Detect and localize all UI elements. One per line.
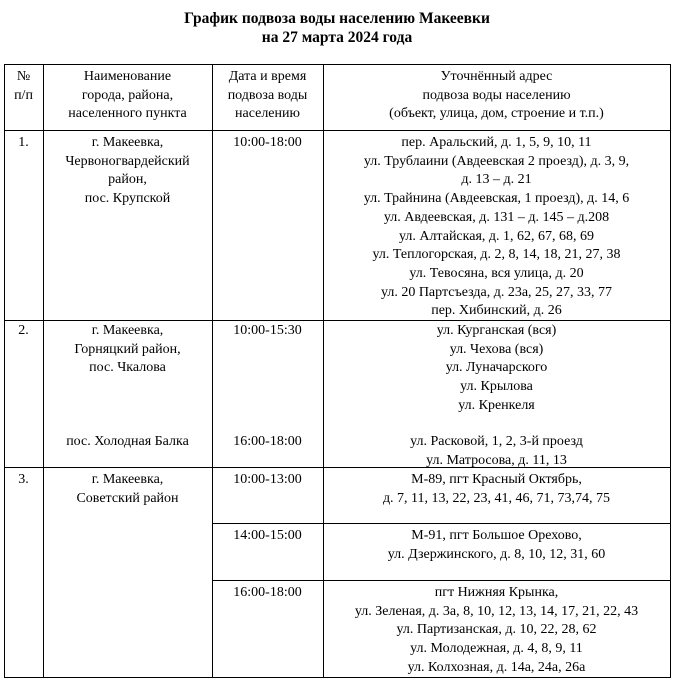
row-1-time: 10:00-18:00 xyxy=(233,135,302,150)
address-line: М-89, пгт Красный Октябрь, xyxy=(411,472,582,487)
row-2-number: 2. xyxy=(18,323,29,338)
row-3-slot-3-addresses xyxy=(323,584,670,678)
row-2-locality: г. Макеевка, Горняцкий район, пос. Чкалова xyxy=(74,323,181,376)
address-line: ул. Дзержинского, д. 8, 10, 12, 31, 60 xyxy=(387,546,606,562)
address-line: ул. Партизанская, д. 10, 22, 28, 62 xyxy=(396,622,597,638)
row-2-addresses-2 xyxy=(323,433,670,470)
header-locality-name: Наименование города, района, населенного пункта xyxy=(68,69,187,122)
address-line: ул. Теплогорская, д. 2, 8, 14, 18, 21, 27, 38 xyxy=(372,247,621,263)
row-2-locality-2: пос. Холодная Балка xyxy=(66,434,189,449)
header-bottom-line xyxy=(4,130,671,131)
address-line: д. 13 – д. 21 xyxy=(461,172,532,188)
address-line: ул. 20 Партсъезда, д. 23а, 25, 27, 33, 77 xyxy=(380,284,613,300)
address-line: ул. Расковой, 1, 2, 3-й проезд xyxy=(410,434,583,449)
row-2-time-2: 16:00-18:00 xyxy=(233,434,302,449)
address-line: ул. Колхозная, д. 14а, 24а, 26а xyxy=(407,659,586,675)
row-3-number: 3. xyxy=(18,472,29,487)
table-border-right xyxy=(670,64,671,678)
address-line: д. 7, 11, 13, 22, 23, 41, 46, 71, 73,74, 75 xyxy=(382,490,611,506)
table-border-left xyxy=(4,64,5,678)
row-3-slot-1-addresses xyxy=(323,471,670,508)
address-line: пер. Хибинский, д. 26 xyxy=(431,303,562,319)
header-delivery-time: Дата и время подвоза воды населению xyxy=(227,69,308,122)
header-address: Уточнённый адрес подвоза воды населению (объект, улица, дом, строение и т.п.) xyxy=(389,69,604,122)
header-number: № п/п xyxy=(14,69,33,103)
address-line: ул. Луначарского xyxy=(445,360,548,376)
address-line: пгт Нижняя Крынка, xyxy=(434,585,559,600)
row-3-locality: г. Макеевка, Советский район xyxy=(76,472,179,506)
address-line: пер. Аральский, д. 1, 5, 9, 10, 11 xyxy=(401,135,592,150)
address-line: М-91, пгт Большое Орехово, xyxy=(411,528,582,543)
table-border-top xyxy=(4,64,671,65)
address-line: ул. Зеленая, д. 3а, 8, 10, 12, 13, 14, 17, 21, 22, 43 xyxy=(354,603,639,619)
address-line: ул. Алтайская, д. 1, 62, 67, 68, 69 xyxy=(398,228,595,244)
row-2-addresses xyxy=(323,322,670,416)
address-line: ул. Тевосяна, вся улица, д. 20 xyxy=(409,265,584,281)
address-line: ул. Авдеевская, д. 131 – д. 145 – д.208 xyxy=(383,209,610,225)
address-line: ул. Чехова (вся) xyxy=(449,341,544,357)
row-1-locality: г. Макеевка, Червоногвардейский район, пос. Крупской xyxy=(65,135,190,207)
document-title-line-2: на 27 марта 2024 года xyxy=(261,29,413,46)
row-1-number: 1. xyxy=(18,135,29,150)
address-line: ул. Матросова, д. 11, 13 xyxy=(426,452,567,468)
address-line: ул. Молодежная, д. 4, 8, 9, 11 xyxy=(410,641,583,657)
address-line: ул. Трублаини (Авдеевская 2 проезд), д. 3, 9, xyxy=(363,153,630,169)
address-line: ул. Трайнина (Авдеевская, 1 проезд), д. 14, 6 xyxy=(363,191,630,207)
slot-2-bottom-line xyxy=(212,580,671,581)
row-3-slot-2-addresses xyxy=(323,527,670,564)
address-line: ул. Курганская (вся) xyxy=(436,323,557,338)
row-3-slot-3-time: 16:00-18:00 xyxy=(233,585,302,600)
row-3-slot-1-time: 10:00-13:00 xyxy=(233,472,302,487)
row-2-time: 10:00-15:30 xyxy=(233,323,302,338)
row-3-slot-2-time: 14:00-15:00 xyxy=(233,528,302,543)
address-line: ул. Крылова xyxy=(460,379,533,395)
row-1-addresses xyxy=(323,134,670,321)
slot-1-bottom-line xyxy=(212,523,671,524)
document-title-line-1: График подвоза воды населению Макеевки xyxy=(184,10,490,27)
address-line: ул. Кренкеля xyxy=(458,397,535,413)
